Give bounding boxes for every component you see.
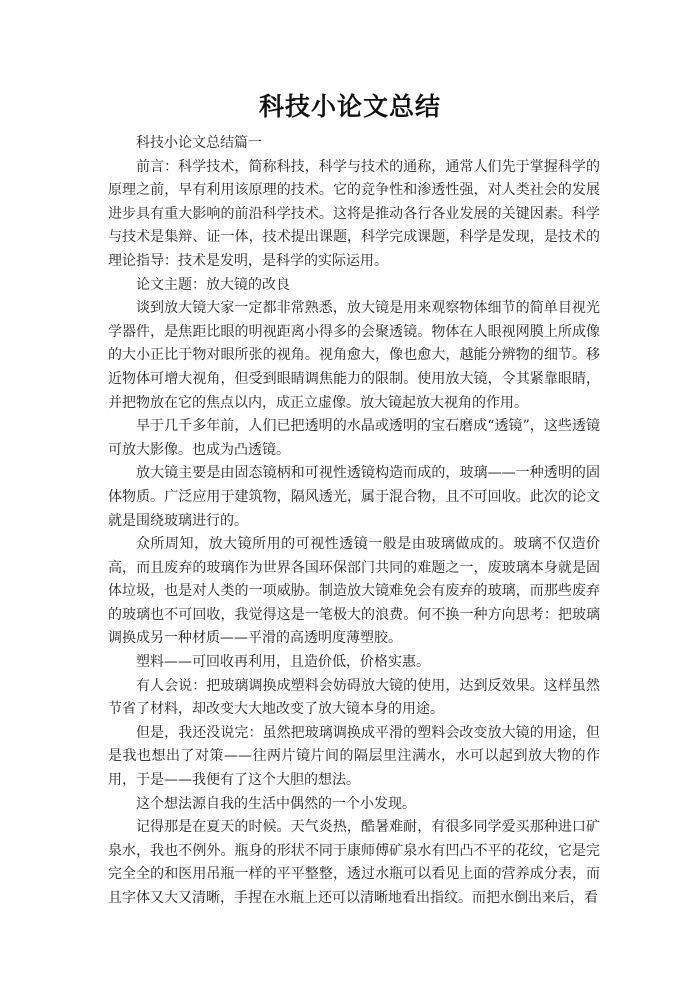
paragraph: 塑料——可回收再利用，且造价低，价格实惠。: [136, 654, 430, 671]
paragraph-topic: 论文主题：放大镜的改良: [136, 276, 290, 293]
document-body: [108, 132, 600, 911]
paragraph: 众所周知，放大镜所用的可视性透镜一般是由玻璃做成的。玻璃不仅造价高，而且废弃的玻璃作为世界各国环保部门共同的难题之一，废玻璃本身就是固体垃圾，也是对人类的一项威胁。制造放大镜难免会有废弃的玻璃，而那些废弃的玻璃也不可回收，我觉得这是一笔极大的浪费。何不换一种方向思考：把玻璃调换成另一种材质——平滑的高透明度薄塑胶。: [108, 536, 600, 647]
paragraph: 谈到放大镜大家一定都非常熟悉，放大镜是用来观察物体细节的简单目视光学器件，是焦距比眼的明视距离小得多的会聚透镜。物体在人眼视网膜上所成像的大小正比于物对眼所张的视角。视角愈大，像也愈大，越能分辨物的细节。移近物体可增大视角，但受到眼睛调焦能力的限制。使用放大镜，令其紧靠眼睛，并把物放在它的焦点以内，成正立虚像。放大镜起放大视角的作用。: [108, 300, 600, 411]
paragraph: 但是，我还没说完：虽然把玻璃调换成平滑的塑料会改变放大镜的用途，但是我也想出了对策——往两片镜片间的隔层里注满水，水可以起到放大物的作用，于是——我便有了这个大胆的想法。: [108, 724, 600, 789]
paragraph: 放大镜主要是由固态镜柄和可视性透镜构造而成的，玻璃——一种透明的固体物质。广泛应用于建筑物，隔风透光，属于混合物，且不可回收。此次的论文就是围绕玻璃进行的。: [108, 465, 600, 529]
paragraph-preface: 前言：科学技术，简称科技，科学与技术的通称，通常人们先于掌握科学的原理之前，早有利用该原理的技术。它的竞争性和渗透性强，对人类社会的发展进步具有重大影响的前沿科学技术。这将是推动各行各业发展的关键因素。科学与技术是集辩、证一体，技术提出课题，科学完成课题，科学是发现，是技术的理论指导：技术是发明，是科学的实际运用。: [108, 158, 600, 269]
document-title: 科技小论文总结: [258, 92, 441, 121]
paragraph: 有人会说：把玻璃调换成塑料会妨碍放大镜的使用，达到反效果。这样虽然节省了材料，却改变大大地改变了放大镜本身的用途。: [108, 677, 600, 718]
paragraph: 这个想法源自我的生活中偶然的一个小发现。: [136, 795, 416, 812]
section-heading: 科技小论文总结篇一: [136, 135, 262, 151]
paragraph: 早于几千多年前，人们已把透明的水晶或透明的宝石磨成“透镜”，这些透镜可放大影像。也成为凸透镜。: [108, 418, 600, 458]
paragraph: 记得那是在夏天的时候。天气炎热，酷暑难耐，有很多同学爱买那种进口矿泉水，我也不例外。瓶身的形状不同于康师傅矿泉水有凹凸不平的花纹，它是完完全全的和医用吊瓶一样的平平整整，透过水瓶可以看见上面的营养成分表，而且字体又大又清晰，手捏在水瓶上还可以清晰地看出指纹。而把水倒出来后，看: [108, 819, 600, 906]
